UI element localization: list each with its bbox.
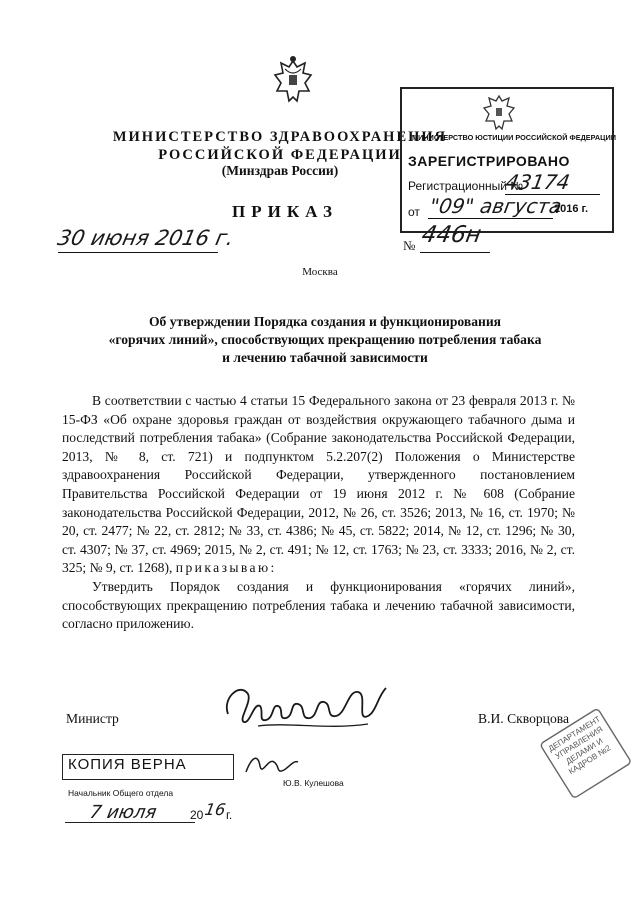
copy-stamp-chief: Начальник Общего отдела bbox=[68, 788, 174, 798]
registration-from-label: от bbox=[408, 205, 420, 219]
registration-status: ЗАРЕГИСТРИРОВАНО bbox=[408, 153, 570, 169]
title-line1: Об утверждении Порядка создания и функционирования bbox=[148, 314, 502, 329]
body-paragraph-1-text: В соответствии с частью 4 статьи 15 Федерального закона от 23 февраля 2013 г. № 15-ФЗ «Об охране здоровья граждан от воздействия окружающего табачного дыма и последствий потребления табака» (Собрание законодательства Российской Федерации, 2013, № 8, ст. 721) и подпунктом 5.2.207(2) Положения о Министерстве здравоохранения Российской Федерации, утвержденного постановлением Правительства Российской Федерации от 19 июня 2012 г. № 608 (Собрание законодательства Российской Федерации, 2012, № 26, ст. 3526; 2013, № 16, ст. 1970; № 20, ст. 2477; № 22, ст. 2812; № 33, ст. 4386; № 45, ст. 5822; 2014, № 12, ст. 1296; № 30, ст. 4307; № 37, ст. 4969; 2015, № 2, ст. 491; № 12, ст. 1763; № 23, ст. 3333; 2016, № 2, ст. 325; № 9, ст. 1268), bbox=[62, 393, 575, 576]
coat-of-arms-emblem bbox=[271, 55, 315, 112]
signatory-name: В.И. Скворцова bbox=[478, 711, 570, 726]
divider bbox=[420, 252, 490, 253]
registration-date: "09" августа bbox=[427, 194, 564, 218]
divider bbox=[65, 822, 195, 823]
copy-stamp-year-prefix: 20 bbox=[190, 808, 204, 822]
document-body bbox=[62, 392, 575, 634]
city: Москва bbox=[302, 266, 338, 278]
order-word: приказываю: bbox=[175, 560, 277, 576]
order-number-label: № bbox=[403, 238, 416, 253]
order-number: 446н bbox=[419, 222, 484, 248]
copy-stamp-date: 7 июля bbox=[88, 802, 159, 823]
body-paragraph-1 bbox=[62, 392, 575, 578]
registration-number: 43174 bbox=[503, 170, 572, 194]
minister-signature-icon bbox=[218, 676, 393, 741]
document-title bbox=[95, 313, 555, 367]
document-type: ПРИКАЗ bbox=[232, 202, 338, 221]
title-line2: «горячих линий», способствующих прекращению потребления табака bbox=[108, 332, 542, 347]
divider bbox=[58, 252, 218, 253]
copy-stamp-title: КОПИЯ ВЕРНА bbox=[68, 756, 187, 773]
department-stamp-text: ДЕПАРТАМЕНТ УПРАВЛЕНИЯ ДЕЛАМИ И КАДРОВ №2 bbox=[546, 714, 613, 777]
registration-authority: МИНИСТЕРСТВО ЮСТИЦИИ РОССИЙСКОЙ ФЕДЕРАЦИИ bbox=[412, 133, 616, 142]
divider bbox=[428, 218, 553, 219]
registration-number-label: Регистрационный № bbox=[408, 179, 524, 193]
body-paragraph-2: Утвердить Порядок создания и функционирования «горячих линий», способствующих прекращению потребления табака и лечению табачной зависимости, согласно приложению. bbox=[62, 578, 575, 632]
copy-stamp-year: 16 bbox=[203, 800, 228, 819]
order-date: 30 июня 2016 г. bbox=[55, 226, 237, 250]
registration-year: 2016 г. bbox=[554, 203, 589, 215]
ministry-name bbox=[110, 128, 450, 164]
signatory-position: Министр bbox=[66, 711, 119, 726]
copy-stamp-year-suffix: г. bbox=[226, 808, 233, 822]
justice-emblem-icon bbox=[481, 92, 517, 137]
ministry-line1: МИНИСТЕРСТВО ЗДРАВООХРАНЕНИЯ bbox=[112, 129, 448, 145]
ministry-short-name: (Минздрав России) bbox=[221, 163, 339, 178]
copy-stamp-person: Ю.В. Кулешова bbox=[283, 778, 344, 788]
title-line3: и лечению табачной зависимости bbox=[222, 350, 428, 365]
ministry-line2: РОССИЙСКОЙ ФЕДЕРАЦИИ bbox=[158, 147, 402, 163]
